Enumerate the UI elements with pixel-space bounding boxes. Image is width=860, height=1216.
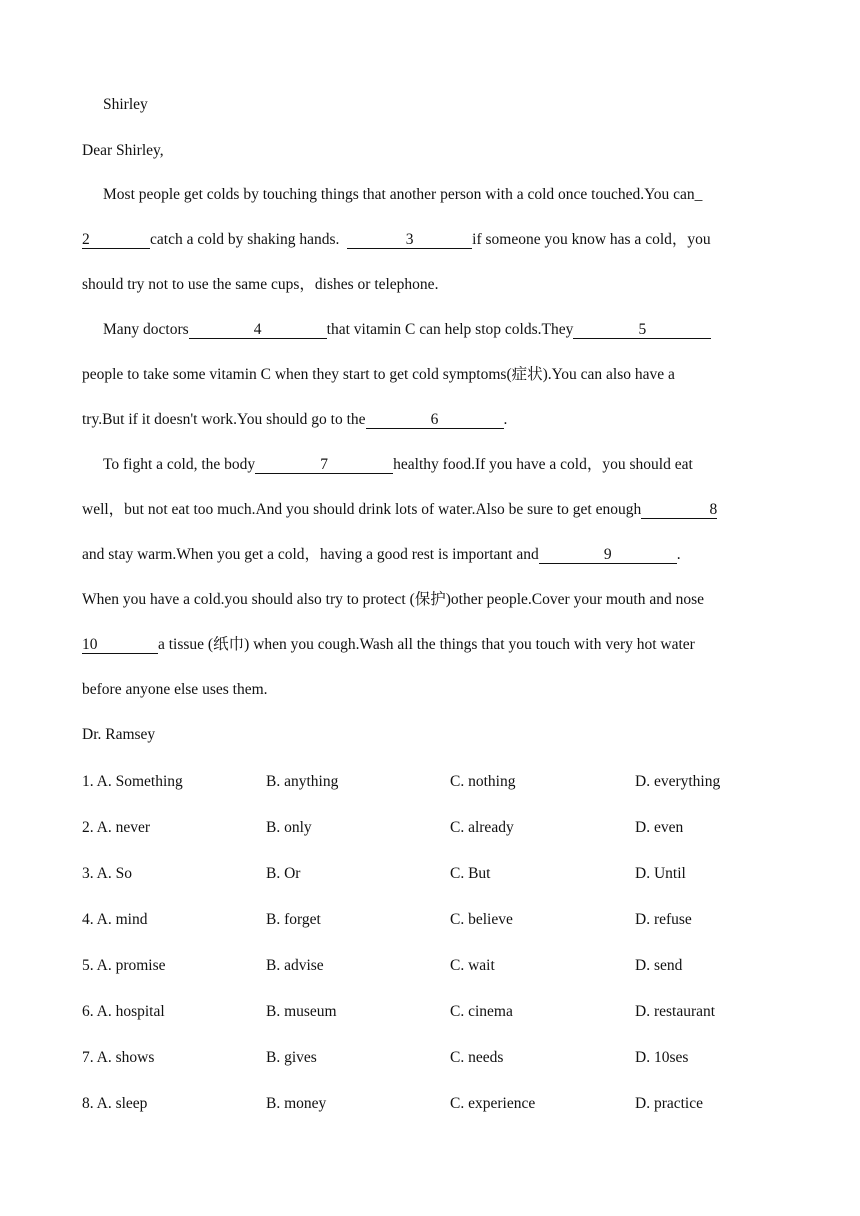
option-a: 8. A. sleep <box>82 1095 148 1112</box>
paragraph-1-line-2 <box>82 229 711 251</box>
paragraph-3-line-4: When you have a cold.you should also try to protect (保护)other people.Cover your mouth and nose <box>82 591 705 608</box>
text: a tissue (纸巾) when you cough.Wash all the things that you touch with very hot water <box>158 636 695 653</box>
paragraph-3-line-5 <box>82 634 695 656</box>
text: if someone you know has a cold，you <box>472 231 711 248</box>
text: . <box>503 411 508 428</box>
option-a: 4. A. mind <box>82 911 148 928</box>
option-row-4 <box>82 909 782 931</box>
option-row-2 <box>82 817 782 839</box>
blank-9: 9 <box>539 546 677 564</box>
text: try.But if it doesn't work.You should go to the <box>82 411 366 428</box>
option-c: C. nothing <box>450 773 516 790</box>
option-d: D. send <box>635 957 683 974</box>
option-row-8 <box>82 1093 782 1115</box>
option-c: C. cinema <box>450 1003 513 1020</box>
top-name: Shirley <box>103 96 148 113</box>
option-row-7 <box>82 1047 782 1069</box>
option-d: D. everything <box>635 773 721 790</box>
text: and stay warm.When you get a cold，having a good rest is important and <box>82 546 539 563</box>
text: Many doctors <box>103 321 189 338</box>
greeting: Dear Shirley, <box>82 142 164 159</box>
paragraph-1-line-3: should try not to use the same cups，dishes or telephone. <box>82 276 439 293</box>
option-a: 7. A. shows <box>82 1049 155 1066</box>
option-c: C. But <box>450 865 491 882</box>
blank-3: 3 <box>347 231 472 249</box>
option-row-6 <box>82 1001 782 1023</box>
option-d: D. Until <box>635 865 686 882</box>
option-c: C. wait <box>450 957 495 974</box>
option-row-1 <box>82 771 782 793</box>
text: _ <box>694 186 703 203</box>
paragraph-2-line-3 <box>82 409 507 431</box>
blank-8: 8 <box>641 501 717 519</box>
text: that vitamin C can help stop colds.They <box>326 321 574 338</box>
option-c: C. already <box>450 819 514 836</box>
option-d: D. practice <box>635 1095 703 1112</box>
paragraph-2-line-2: people to take some vitamin C when they start to get cold symptoms(症状).You can also have a <box>82 366 675 383</box>
option-a: 5. A. promise <box>82 957 166 974</box>
text: Most people get colds by touching things that another person with a cold once touched.You can <box>103 186 695 203</box>
paragraph-3-line-2 <box>82 499 717 521</box>
option-a: 6. A. hospital <box>82 1003 165 1020</box>
option-b: B. gives <box>266 1049 317 1066</box>
blank-2: 2 <box>82 231 150 249</box>
option-b: B. Or <box>266 865 301 882</box>
option-c: C. needs <box>450 1049 504 1066</box>
blank-5: 5 <box>573 321 711 339</box>
blank-6: 6 <box>366 411 504 429</box>
text: catch a cold by shaking hands. <box>150 231 340 248</box>
option-d: D. refuse <box>635 911 692 928</box>
option-b: B. advise <box>266 957 324 974</box>
option-d: D. even <box>635 819 684 836</box>
paragraph-1-line-1 <box>103 184 702 206</box>
option-a: 1. A. Something <box>82 773 183 790</box>
text: To fight a cold, the body <box>103 456 256 473</box>
text: well，but not eat too much.And you should drink lots of water.Also be sure to get enough <box>82 501 642 518</box>
blank-4: 4 <box>189 321 327 339</box>
option-b: B. anything <box>266 773 339 790</box>
option-b: B. only <box>266 819 312 836</box>
option-c: C. believe <box>450 911 513 928</box>
text: healthy food.If you have a cold，you should eat <box>393 456 693 473</box>
blank-10: 10 <box>82 636 158 654</box>
paragraph-3-line-3 <box>82 544 681 566</box>
option-b: B. museum <box>266 1003 337 1020</box>
option-row-5 <box>82 955 782 977</box>
paragraph-2-line-1 <box>103 319 711 341</box>
option-d: D. 10ses <box>635 1049 689 1066</box>
option-a: 3. A. So <box>82 865 132 882</box>
option-b: B. forget <box>266 911 321 928</box>
option-b: B. money <box>266 1095 327 1112</box>
option-c: C. experience <box>450 1095 536 1112</box>
signature: Dr. Ramsey <box>82 726 156 743</box>
option-a: 2. A. never <box>82 819 151 836</box>
text: . <box>676 546 681 563</box>
option-row-3 <box>82 863 782 885</box>
paragraph-3-line-1 <box>103 454 693 476</box>
paragraph-3-line-6: before anyone else uses them. <box>82 681 268 698</box>
blank-7: 7 <box>255 456 393 474</box>
option-d: D. restaurant <box>635 1003 716 1020</box>
